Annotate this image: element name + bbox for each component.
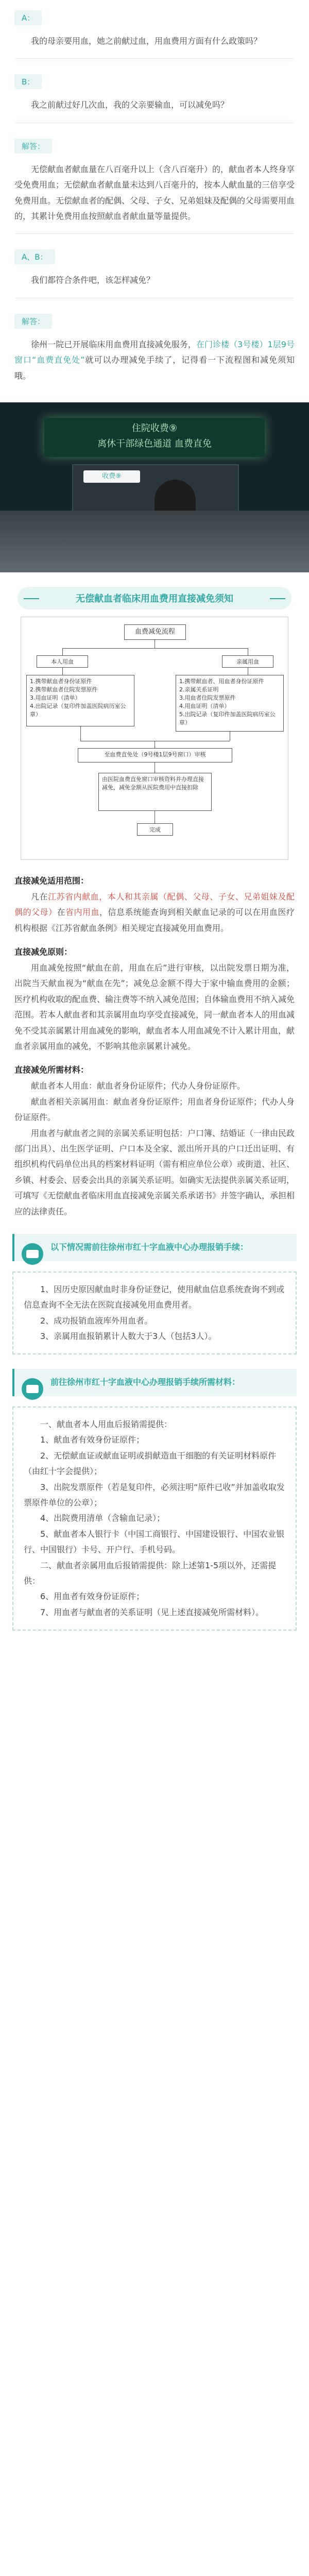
hospital-window-photo [0,402,309,572]
scope-highlight: 省内用血 [65,907,99,918]
answer-text [14,337,295,384]
reimburse-item: 6、用血者有效身份证原件； [40,1591,145,1602]
qa-section-1 [0,0,309,58]
scope-heading: 直接减免适用范围： [14,875,89,886]
rules-section [0,860,309,1219]
qa-label-row [14,249,295,264]
reimburse-item: 5、献血者本人银行卡（中国工商银行、中国建设银行、中国农业银行、中国银行）卡号、开户行、手机号码。 [24,1529,285,1555]
qa-label-row [14,10,295,25]
answer-section-2 [0,298,309,393]
situation-item: 1、因历史原因献血时非身份证登记，使用献血信息系统查询不到或信息查询不全无法在医院直接减免用血费用者。 [24,1284,285,1310]
flow-connector [154,762,155,773]
chat-bubble-icon [22,1378,43,1400]
reimburse-section-1: 一、献血者本人用血后报销需提供： [40,1419,173,1430]
flow-process-box: 由医院血费直免窗口审核资料并办理直接减免，减免金额从医院费用中直接扣除 [98,773,212,811]
situations-box [12,1272,297,1355]
answer-text-part: 就可以办理减免手续了，记得看一下流程图和减免须知哦。 [14,355,295,381]
flow-connector [62,648,63,655]
flow-relative-requirements: 1.携带献血者、用血者身份证原件 2.亲属关系证明 3.用血者住院发票原件 4.用血证明（清单） 5.出院记录（复印件加盖医院病历室公章） [176,675,284,732]
materials-text-2: 献血者相关亲属用血：献血者身份证原件；用血者身份证原件；代办人身份证原件。 [14,1096,295,1123]
answer-label: 解答： [14,139,52,154]
question-text: 我们都符合条件吧，该怎样减免？ [31,275,155,285]
floor [0,511,309,572]
banner-line-right [270,598,285,599]
reimburse-section-2: 二、献血者亲属用血后报销需提供：除上述第1-5项以外，还需提供： [24,1560,277,1586]
flow-branch-relative: 亲属用血 [222,655,273,668]
reimburse-item: 2、无偿献血证或献血证明或捐献造血干细胞的有关证明材料原件（由红十字会提供）； [24,1450,277,1477]
notice-banner [18,587,291,609]
reimburse-item: 7、用血者与献血者的关系证明（见上述直接减免所需材料）。 [40,1607,264,1617]
answer-text-part: 徐州一院已开展临床用血费用直接减免服务， [31,339,196,349]
banner-title: 无偿献血者临床用血费用直接减免须知 [76,593,233,604]
question-text: 我的母亲要用血，她之前献过血，用血费用方面有什么政策吗？ [31,36,262,46]
sign-line-2: 离休干部绿色通道 血费直免 [97,438,212,449]
qa-label-row [14,74,295,89]
materials-text-3: 用血者与献血者之间的亲属关系证明包括：户口簿、结婚证（一律由民政部门出具）、出生医学证明、户口本及全家、派出所开具的户口迁出证明、有组织机构代码单位出具的档案材料证明（需有相应单位公章）或街道、社区、乡镇、村委会、居委会出具的亲属关系证明。如确实无法提供亲属关系证明，可填写《无偿献血者临床用血直接减免亲属关系承诺书》并签字确认，承担相应的法律责任。 [14,1128,295,1216]
callout-text: 以下情况需前往徐州市红十字血液中心办理报销手续： [50,1242,249,1252]
scope-text-part: 凡在 [31,891,48,902]
flow-connector [62,668,63,675]
flow-connector [62,648,248,649]
answer-section-1 [0,123,309,234]
flow-connector [154,741,155,748]
flow-branch-self: 本人用血 [37,655,88,668]
speaker-label-a: A： [14,10,42,25]
flow-title-box: 血费减免流程 [124,624,186,640]
situation-item: 2、成功报销血液库外用血者。 [40,1315,153,1326]
materials-text-1: 献血者本人用血：献血者身份证原件；代办人身份证原件。 [31,1081,246,1091]
reimburse-item: 4、出院费用清单（含输血记录）； [40,1513,165,1523]
chat-bubble-icon [22,1243,43,1265]
reimburse-item: 3、出院发票原件（若是复印件，必须注明“原件已收”并加盖收取发票原件单位的公章）； [24,1482,285,1508]
scope-text-part: 在 [57,907,65,918]
question-text: 我之前献过好几次血，我的父亲要输血，可以减免吗？ [31,100,229,110]
speaker-label-ab: A、B： [14,249,55,264]
principle-text: 用血减免按照“献血在前，用血在后”进行审核，以出院发票日期为准，出院当天献血视为“献血在先”；减免总金额不得大于家中输血费用的金额；医疗机构收取的配血费、输注费等不纳入减免范围；自体输血费用不纳入减免范围。若本人献血者和其亲属用血均享受直接减免，同一献血者本人的用血减免不受其亲属累计用血减免的影响，献血者本人用血减免不计入累计用血，献血者亲属用血的减免，不影响其他亲属累计减免。 [14,963,295,1052]
qa-section-2 [0,59,309,122]
scope-highlight: 江苏省内献血，本人和其亲属（配偶、父母、子女、兄弟姐妹及配偶的父母） [14,891,295,918]
window-sign [44,418,265,457]
scope-text-part: ，信息系统能查询到相关献血记录的可以在用血医疗机构根据《江苏省献血条例》相关规定直接减免用血费用。 [14,907,295,933]
speaker-label-b: B： [14,74,42,89]
reimburse-box [12,1406,297,1631]
process-flowchart [21,617,288,860]
answer-text: 无偿献血者献血量在八百毫升以上（含八百毫升）的，献血者本人终身享受免费用血；无偿献血者献血量未达到八百毫升的，按本人献血量的三倍享受免费用血。无偿献血者的配偶、父母、子女、兄弟姐妹及配偶的父母需要用血的，其累计免费用血按照献血者献血量等量提供。 [14,164,295,221]
flow-connector [154,640,155,648]
qa-label-row [14,314,295,329]
flow-end-box: 完成 [137,823,173,836]
flow-self-requirements: 1.携带献血者身份证原件 2.携带献血者住院发票原件 3.用血证明（清单） 4.出院记录（复印件加盖医院病历室公章） [26,675,134,726]
notice-callout-2 [12,1369,297,1396]
window-label: 收费⑨ [83,470,140,483]
qa-label-row [14,139,295,154]
flow-review-window: 至血费直免处（9号楼1层9号窗口）审核 [78,748,232,762]
notice-callout-1 [12,1234,297,1261]
situation-item: 3、亲属用血报销累计人数大于3人（包括3人）。 [40,1331,217,1341]
materials-heading: 直接减免所需材料： [14,1065,89,1075]
sign-line-1: 住院收费⑨ [131,422,178,434]
flow-connector [80,726,81,741]
principle-heading: 直接减免原则： [14,947,73,957]
qa-section-3 [0,234,309,297]
reimburse-item: 1、献血者有效身份证原件； [40,1435,145,1445]
scope-text [14,889,295,936]
flow-connector [154,811,155,823]
banner-line-left [24,598,39,599]
answer-label: 解答： [14,314,52,329]
location-highlight: 在门诊楼（3号楼）1层9号窗口“血费直免处” [14,339,295,365]
callout-text: 前往徐州市红十字血液中心办理报销手续所需材料： [50,1377,241,1387]
